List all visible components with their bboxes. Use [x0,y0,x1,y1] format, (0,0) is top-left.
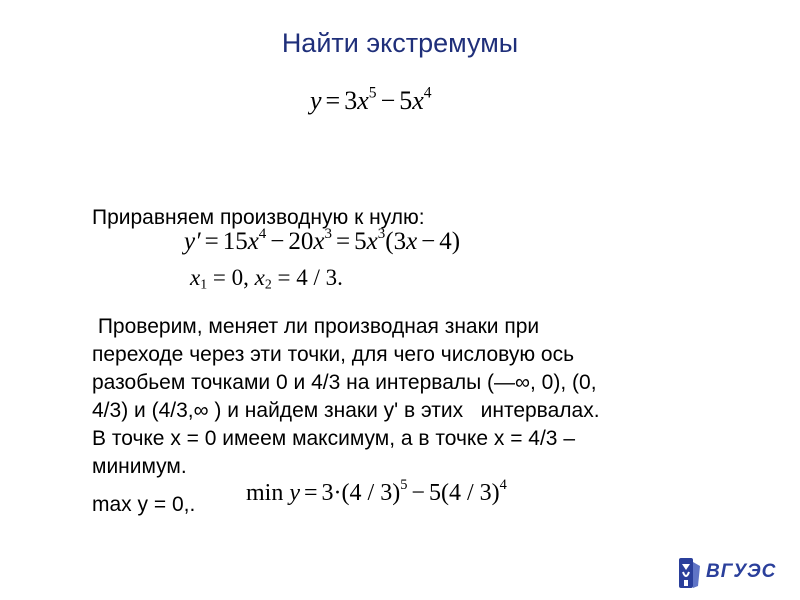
min-label: min [246,480,284,506]
deriv-equals-1: = [204,228,219,255]
deriv-lhs: y′ [184,228,201,255]
deriv-open-paren: ( [385,228,394,255]
roots-equation [190,265,343,291]
root-x2-value: = 4 / 3. [271,265,343,290]
eq-equals: = [325,86,341,115]
deriv-coef-2: 20 [288,228,314,255]
min-term-2: 5(4 / 3) [428,480,500,506]
deriv-coef-1: 15 [222,228,248,255]
deriv-close-paren: ) [451,228,461,255]
deriv-equals-2: = [336,228,351,255]
root-x1-index: 1 [200,276,208,292]
university-logo [676,556,778,592]
derivative-equation [184,225,461,256]
min-term-1: 3·(4 / 3) [321,480,401,506]
paragraph-line: Проверим, меняет ли производная знаки при [92,315,540,338]
logo-emblem-icon [676,556,704,592]
deriv-var-1: x [247,228,259,255]
min-var: y [289,480,300,506]
paragraph-line: В точке x = 0 имеем максимум, а в точке x = 4/3 – [92,427,575,450]
slide-title: Найти экстремумы [281,28,519,58]
deriv-var-3: x [366,228,378,255]
eq-coef-2: 5 [399,86,413,115]
paragraph-line: переходе через эти точки, для чего числовую ось [92,343,575,366]
root-x2-index: 2 [264,276,272,292]
paragraph-line: минимум. [92,455,187,478]
min-minus: − [411,480,425,506]
eq-lhs: y [310,86,322,115]
eq-minus: − [380,86,396,115]
deriv-power-2: 3 [324,225,333,242]
root-x2: x [254,265,265,290]
paragraph-line: 4/3) и (4/3,∞ ) и найдем знаки y' в этих интервалах. [92,399,600,422]
eq-var-1: x [357,86,369,115]
deriv-var-2: x [313,228,325,255]
eq-power-1: 5 [368,84,377,102]
deriv-minus: − [270,228,285,255]
explanation-paragraph [92,313,742,481]
main-function-equation [310,86,432,116]
deriv-power-1: 4 [258,225,267,242]
deriv-power-3: 3 [377,225,386,242]
max-value-text: max y = 0,. [92,493,196,516]
deriv-coef-4: 3 [393,228,407,255]
eq-var-2: x [412,86,424,115]
deriv-var-4: x [406,228,418,255]
paragraph-line: разобьем точками 0 и 4/3 на интервалы (—∞, 0), (0, [92,371,597,394]
intro-text: Приравняем производную к нулю: [92,206,425,229]
eq-coef-1: 3 [344,86,358,115]
min-value-equation [246,477,507,507]
deriv-minus-2: − [421,228,436,255]
logo-text: ВГУЭС [706,561,777,582]
deriv-const: 4 [439,228,452,255]
root-x1: x [190,265,201,290]
deriv-coef-3: 5 [354,228,367,255]
root-x1-value: = 0, [207,265,255,290]
min-power-1: 5 [400,477,408,494]
eq-power-2: 4 [423,84,432,102]
min-equals: = [304,480,318,506]
min-power-2: 4 [499,477,507,494]
